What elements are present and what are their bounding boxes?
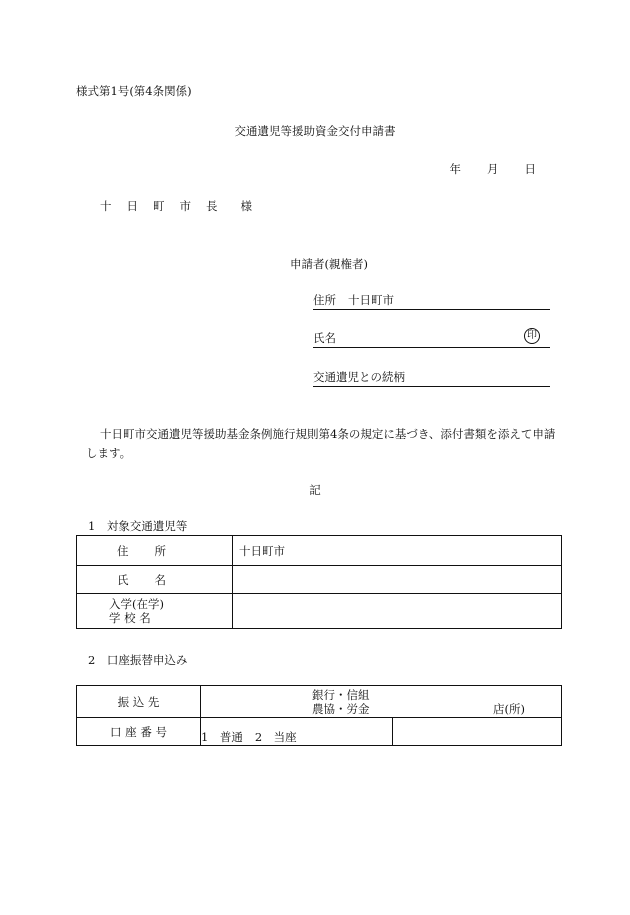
account-type-cell[interactable] (201, 718, 393, 746)
target-child-table (76, 535, 562, 629)
ki-heading: 記 (309, 483, 321, 497)
address-label: 住所 (117, 543, 192, 558)
date-month: 月 (487, 162, 499, 176)
applicant-address-value: 十日町市 (348, 293, 394, 307)
date-year: 年 (449, 162, 461, 176)
form-number: 様式第1号(第4条関係) (76, 84, 192, 98)
table-row (77, 594, 562, 629)
branch-label: 店(所) (493, 702, 525, 716)
applicant-relation-label: 交通遺児との続柄 (313, 370, 405, 384)
applicant-relation-line[interactable] (313, 369, 550, 387)
document-title: 交通遺児等援助資金交付申請書 (234, 124, 396, 138)
applicant-address-label: 住所 (313, 293, 336, 307)
section2-heading: 2 口座振替申込み (88, 653, 188, 667)
bank-type-line2: 農協・労金 (312, 702, 370, 716)
name-value-cell[interactable] (233, 566, 562, 594)
school-label-line1: 入学(在学) (109, 597, 164, 611)
table-row (77, 686, 562, 718)
addressee-city: 十日町 (100, 199, 180, 213)
table-row (77, 566, 562, 594)
body-text: 十日町市交通遺児等援助基金条例施行規則第4条の規定に基づき、添付書類を添えて申請します。 (86, 427, 556, 460)
applicant-address-line[interactable] (313, 292, 550, 310)
account-number-cell[interactable] (393, 718, 562, 746)
bank-type-line1: 銀行・信組 (312, 688, 370, 702)
table-row (77, 718, 562, 746)
name-label: 氏名 (117, 572, 192, 587)
account-type-ordinary: 1 普通 (201, 730, 243, 744)
bank-transfer-table (76, 685, 562, 746)
account-label-cell (77, 718, 201, 746)
table-row (77, 536, 562, 566)
school-label-line2: 学 校 名 (109, 611, 151, 625)
applicant-name-line[interactable] (313, 330, 550, 348)
addressee-mayor: 市長 (179, 199, 233, 213)
applicant-heading: 申請者(親権者) (290, 257, 368, 271)
account-label: 口 座 番 号 (110, 724, 167, 739)
address-value: 十日町市 (239, 543, 285, 558)
school-label-cell (77, 594, 233, 629)
addressee-honorific: 様 (240, 199, 252, 213)
applicant-name-label: 氏名 (313, 331, 336, 345)
date-day: 日 (524, 162, 536, 176)
transfer-label-cell (77, 686, 201, 718)
transfer-label: 振 込 先 (117, 694, 160, 709)
name-label-cell (77, 566, 233, 594)
school-value-cell[interactable] (233, 594, 562, 629)
section1-heading: 1 対象交通遺児等 (88, 519, 188, 533)
addressee (100, 198, 252, 214)
account-type-current: 2 当座 (254, 730, 297, 744)
bank-cell[interactable] (201, 686, 562, 718)
address-label-cell (77, 536, 233, 566)
address-value-cell[interactable] (233, 536, 562, 566)
date-line (450, 161, 537, 177)
seal-icon: 印 (524, 328, 540, 344)
